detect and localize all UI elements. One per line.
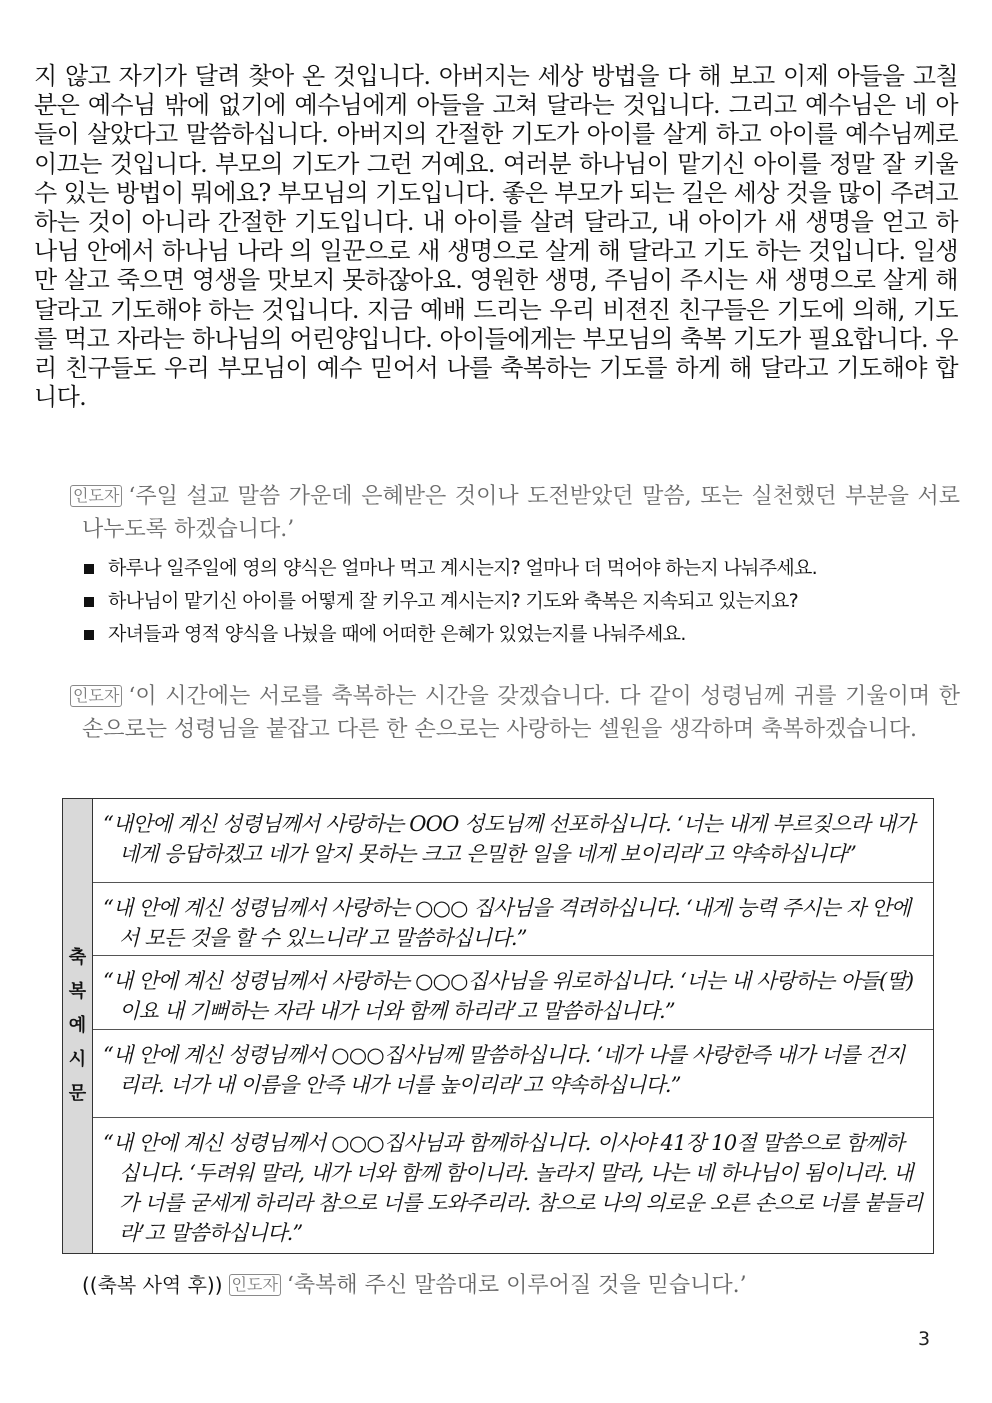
leader-badge: 인도자 bbox=[70, 485, 122, 507]
page-number: 3 bbox=[918, 1328, 931, 1350]
leader-text-sharing: ‘주일 설교 말씀 가운데 은혜받은 것이나 도전받았던 말씀, 또는 실천했던 부분을 서로 나누도록 하겠습니다.’ bbox=[82, 484, 960, 542]
blessing-row: “내 안에 계신 성령님께서 ○○○집사님과 함께하십니다. 이사야 41장 10절 말씀으로 함께하십니다. ‘두려워 말라, 내가 너와 함께 함이니라. 놀라지 말라, 나는 네 하나님이 됨이니라. 내가 너를 굳세게 하리라 참으로 너를 도와주리라. 참으로 나의 의로운 오른 손으로 너를 붙들리라’고 말씀하십니다.” bbox=[103, 1131, 923, 1245]
blessing-row: “내 안에 계신 성령님께서 ○○○집사님께 말씀하십니다. ‘네가 나를 사랑한즉 내가 너를 건지리라. 너가 내 이름을 안즉 내가 너를 높이리라’고 약속하십니다.” bbox=[93, 1030, 933, 1118]
blessing-examples-label: 축 복 예 시 문 bbox=[63, 799, 93, 1253]
blessing-row: “내 안에 계신 성령님께서 사랑하는 ○○○집사님을 위로하십니다. ‘너는 내 사랑하는 아들(딸)이요 내 기뻐하는 자라 내가 너와 함께 하리라’고 말씀하십니다.” bbox=[93, 956, 933, 1030]
closing-prefix: ((축복 사역 후)) bbox=[82, 1273, 223, 1297]
closing-line bbox=[82, 1270, 962, 1301]
discussion-questions bbox=[82, 552, 952, 651]
leader-prompt-sharing bbox=[70, 480, 960, 546]
leader-text-blessing: ‘이 시간에는 서로를 축복하는 시간을 갖겠습니다. 다 같이 성령님께 귀를 기울이며 한 손으로는 성령님을 붙잡고 다른 한 손으로는 사랑하는 셀원을 생각하며 축복하겠습니다. bbox=[82, 684, 960, 742]
blessing-examples-box bbox=[62, 798, 934, 1254]
intro-paragraph: 지 않고 자기가 달려 찾아 온 것입니다. 아버지는 세상 방법을 다 해 보고 이제 아들을 고칠 분은 예수님 밖에 없기에 예수님에게 아들을 고쳐 달라는 것입니다. 그리고 예수님은 네 아들이 살았다고 말씀하십니다. 아버지의 간절한 기도가 아이를 살게 하고 아이를 예수님께로 이끄는 것입니다. 부모의 기도가 그런 거예요. 여러분 하나님이 맡기신 아이를 정말 잘 키울 수 있는 방법이 뭐에요? 부모님의 기도입니다. 좋은 부모가 되는 길은 세상 것을 많이 주려고 하는 것이 아니라 간절한 기도입니다. 내 아이를 살려 달라고, 내 아이가 새 생명을 얻고 하나님 안에서 하나님 나라 의 일꾼으로 새 생명으로 살게 해 달라고 기도 하는 것입니다. 일생만 살고 죽으면 영생을 맛보지 못하잖아요. 영원한 생명, 주님이 주시는 새 생명으로 살게 해 달라고 기도해야 하는 것입니다. 지금 예배 드리는 우리 비젼진 친구들은 기도에 의해, 기도를 먹고 자라는 하나님의 어린양입니다. 아이들에게는 부모님의 축복 기도가 필요합니다. 우리 친구들도 우리 부모님이 예수 믿어서 나를 축복하는 기도를 하게 해 달라고 기도해야 합니다. bbox=[34, 62, 958, 412]
leader-prompt-blessing bbox=[70, 680, 960, 746]
question-item: 자녀들과 영적 양식을 나눴을 때에 어떠한 은혜가 있었는지를 나눠주세요. bbox=[82, 618, 952, 651]
question-item: 하나님이 맡기신 아이를 어떻게 잘 키우고 계시는지? 기도와 축복은 지속되고 있는지요? bbox=[82, 585, 952, 618]
leader-badge: 인도자 bbox=[229, 1274, 281, 1296]
closing-text: ‘축복해 주신 말씀대로 이루어질 것을 믿습니다.’ bbox=[286, 1273, 747, 1298]
leader-badge: 인도자 bbox=[70, 685, 122, 707]
blessing-row: “내안에 계신 성령님께서 사랑하는 OOO 성도님께 선포하십니다. ‘너는 내게 부르짖으라 내가 네게 응답하겠고 네가 알지 못하는 크고 은밀한 일을 네게 보이리라’고 약속하십니다” bbox=[93, 799, 933, 883]
question-item: 하루나 일주일에 영의 양식은 얼마나 먹고 계시는지? 얼마나 더 먹어야 하는지 나눠주세요. bbox=[82, 552, 952, 585]
blessing-rows bbox=[93, 799, 933, 1253]
blessing-row: “내 안에 계신 성령님께서 사랑하는 ○○○ 집사님을 격려하십니다. ‘내게 능력 주시는 자 안에서 모든 것을 할 수 있느니라’고 말씀하십니다.” bbox=[93, 883, 933, 956]
